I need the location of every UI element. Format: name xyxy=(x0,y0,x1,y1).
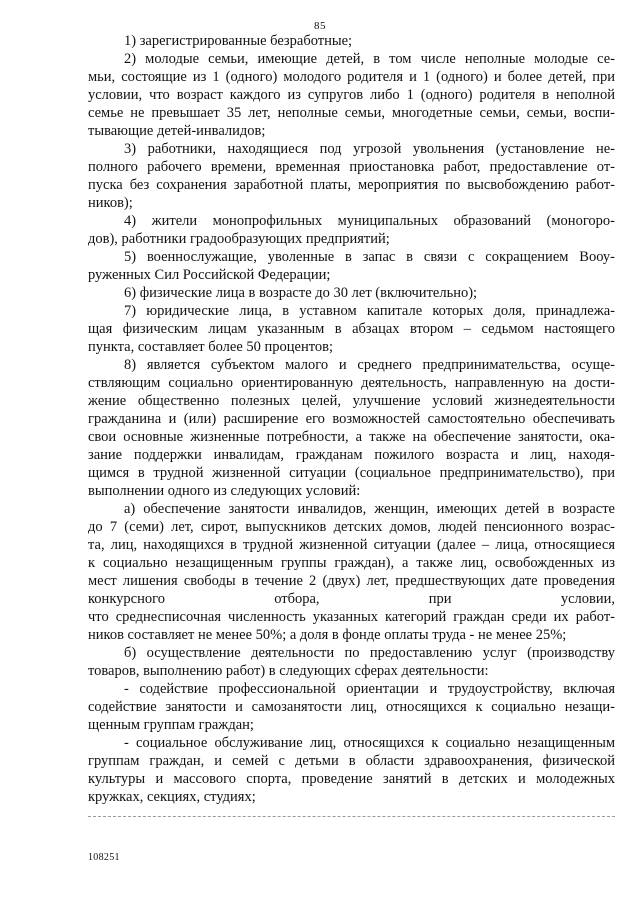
text-line: дов), работники градообразующих предприятий; xyxy=(88,231,390,247)
text-line: тывающие детей-инвалидов; xyxy=(88,123,266,139)
text-line: - социальное обслуживание лиц, относящихся к социально незащищенным xyxy=(124,735,615,751)
document-body xyxy=(88,32,615,806)
text-line: гражданина и (или) расширение его возможностей самостоятельно обеспечивать xyxy=(88,411,615,427)
text-line: свои основные жизненные потребности, а также на обеспечение занятости, ока- xyxy=(88,429,615,445)
text-line: руженных Сил Российской Федерации; xyxy=(88,267,331,283)
text-line: полного рабочего времени, временная приостановка работ, предоставление от- xyxy=(88,159,615,175)
text-line: 7) юридические лица, в уставном капитале которых доля, принадлежа- xyxy=(124,303,615,319)
footer-divider xyxy=(88,816,615,817)
text-line: а) обеспечение занятости инвалидов, женщин, имеющих детей в возрасте xyxy=(124,501,615,517)
text-line: та, лиц, находящихся в трудной жизненной ситуации (далее – лица, относящиеся xyxy=(88,537,615,553)
text-line: б) осуществление деятельности по предоставлению услуг (производству xyxy=(124,645,615,661)
text-line: что среднесписочная численность указанных категорий граждан среди их работ- xyxy=(88,609,615,625)
text-line: щенным группам граждан; xyxy=(88,717,254,733)
text-line: пуска без сохранения заработной платы, мероприятия по высвобождению работ- xyxy=(88,177,615,193)
text-line: группам граждан, и семей с детьми в области здравоохранения, физической xyxy=(88,753,615,769)
page-number: 85 xyxy=(314,20,326,32)
text-line: зание поддержки инвалидам, гражданам пожилого возраста и лиц, находя- xyxy=(88,447,615,463)
text-line: товаров, выполнению работ) в следующих сферах деятельности: xyxy=(88,663,489,679)
text-line: 2) молодые семьи, имеющие детей, в том числе неполные молодые се- xyxy=(124,51,615,67)
text-line: содействие занятости и самозанятости лиц, относящихся к социально незащи- xyxy=(88,699,615,715)
text-line: 1) зарегистрированные безработные; xyxy=(124,33,353,49)
text-line: к социально незащищенным группы граждан), а также лиц, освобожденных из xyxy=(88,555,615,571)
text-line: жение общественно полезных целей, улучшение условий жизнедеятельности xyxy=(88,393,615,409)
text-line: щимся в трудной жизненной ситуации (социальное предпринимательство), при xyxy=(88,465,615,481)
text-line: кружках, секциях, студиях; xyxy=(88,789,256,805)
text-line: 3) работники, находящиеся под угрозой увольнения (установление не- xyxy=(124,141,615,157)
footer-code: 108251 xyxy=(88,852,120,863)
text-line: 6) физические лица в возрасте до 30 лет (включительно); xyxy=(124,285,478,301)
text-line: 4) жители монопрофильных муниципальных образований (моногоро- xyxy=(124,213,615,229)
text-line: - содействие профессиональной ориентации и трудоустройству, включая xyxy=(124,681,615,697)
text-line: конкурсного отбора, при условии, xyxy=(88,591,615,607)
text-line: ствляющим социально ориентированную деятельность, направленную на дости- xyxy=(88,375,615,391)
text-line: выполнении одного из следующих условий: xyxy=(88,483,361,499)
text-line: 5) военнослужащие, уволенные в запас в связи с сокращением Вооу- xyxy=(124,249,615,265)
text-line: ников составляет не менее 50%; а доля в фонде оплаты труда - не менее 25%; xyxy=(88,627,567,643)
text-line: семье не превышает 35 лет, неполные семьи, многодетные семьи, семьи, воспи- xyxy=(88,105,615,121)
text-line: пункта, составляет более 50 процентов; xyxy=(88,339,333,355)
text-line: мьи, состоящие из 1 (одного) молодого родителя и 1 (одного) и более детей, при xyxy=(88,69,615,85)
text-line: до 7 (семи) лет, сирот, выпускников детских домов, людей пенсионного возрас- xyxy=(88,519,615,535)
text-line: мест лишения свободы в течение 2 (двух) лет, предшествующих дате проведения xyxy=(88,573,615,589)
text-line: условии, что возраст каждого из супругов либо 1 (одного) родителя в неполной xyxy=(88,87,615,103)
text-line: ников); xyxy=(88,195,133,211)
text-line: щая физическим лицам указанным в абзацах втором – седьмом настоящего xyxy=(88,321,615,337)
text-line: культуры и массового спорта, проведение занятий в детских и молодежных xyxy=(88,771,615,787)
text-line: 8) является субъектом малого и среднего предпринимательства, осуще- xyxy=(124,357,615,373)
